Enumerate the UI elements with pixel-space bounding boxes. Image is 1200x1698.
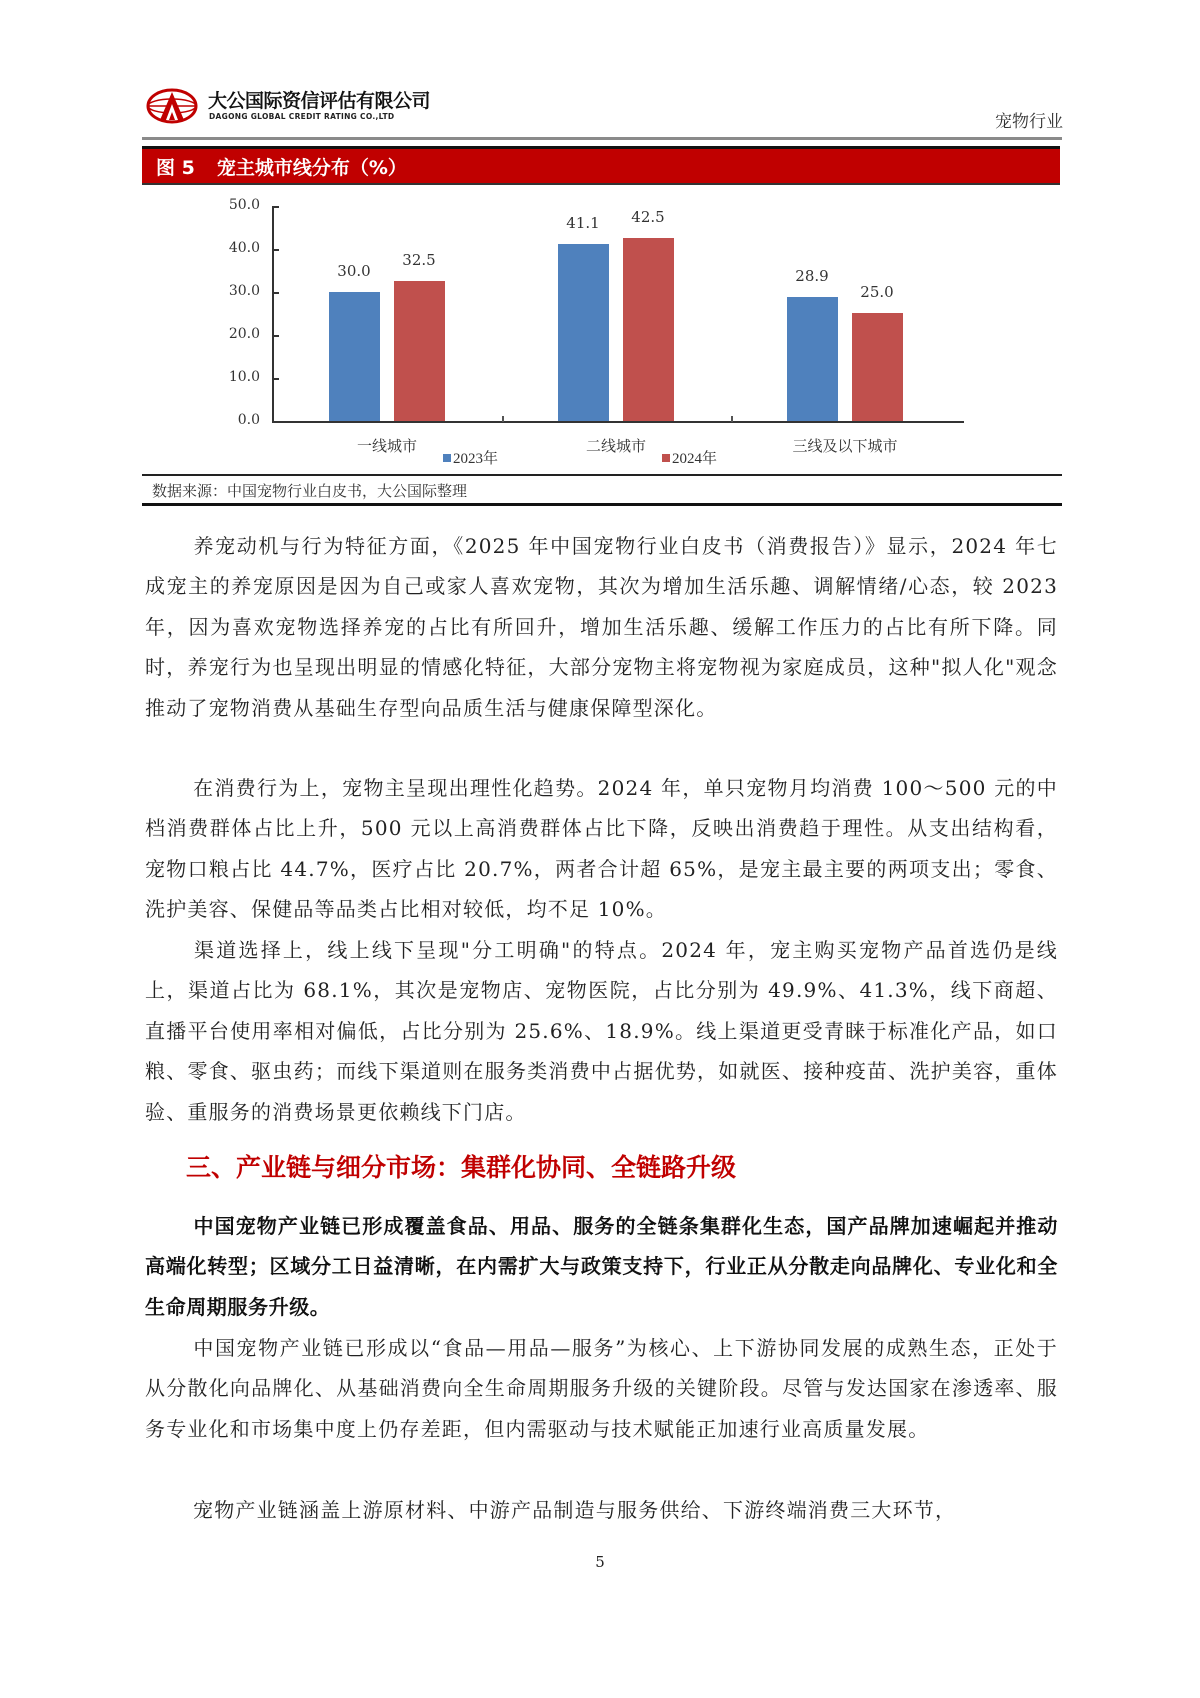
figure-caption: 宠主城市线分布（%） — [216, 157, 407, 179]
figure-title — [156, 153, 407, 180]
bar-2023-tier1 — [329, 292, 380, 421]
legend-item-2023: 2023年 — [443, 447, 498, 468]
page-number: 5 — [595, 1553, 605, 1571]
source-divider-top — [142, 474, 1062, 476]
figure-source: 数据来源：中国宠物行业白皮书，大公国际整理 — [152, 482, 468, 500]
bar-2024-tier1 — [394, 281, 445, 421]
data-label: 32.5 — [402, 251, 436, 269]
source-divider-bottom — [142, 503, 1062, 506]
y-tick — [272, 378, 279, 380]
company-logo-icon — [146, 88, 198, 124]
y-tick-label: 40.0 — [228, 240, 260, 256]
x-category-label: 二线城市 — [585, 437, 646, 455]
section-heading: 三、产业链与细分市场：集群化协同、全链路升级 — [186, 1153, 737, 1182]
header-section-label: 宠物行业 — [995, 112, 1063, 132]
y-tick-label: 10.0 — [228, 369, 260, 385]
y-axis — [272, 206, 274, 422]
x-category-label: 三线及以下城市 — [792, 437, 898, 455]
company-name-cn: 大公国际资信评估有限公司 — [208, 90, 431, 112]
x-tick — [502, 416, 504, 422]
body-paragraph: 宠物产业链涵盖上游原材料、中游产品制造与服务供给、下游终端消费三大环节， — [193, 1498, 957, 1522]
body-paragraph: 渠道选择上，线上线下呈现"分工明确"的特点。2024 年，宠主购买宠物产品首选仍是线上，渠道占比为 68.1%，其次是宠物店、宠物医院，占比分别为 49.9%、41.3%，线下商超、直播平台使用率相对偏低，占比分别为 25.6%、18.9%。线上渠道更受青睐于标准化产品，如口粮、零食、驱虫药；而线下渠道则在服务类消费中占据优势，如就医、接种疫苗、洗护美容，重体验、重服务的消费场景更依赖线下门店。 — [145, 938, 1058, 1124]
header-divider — [142, 137, 1062, 140]
body-paragraph: 在消费行为上，宠物主呈现出理性化趋势。2024 年，单只宠物月均消费 100～500 元的中档消费群体占比上升，500 元以上高消费群体占比下降，反映出消费趋于理性。从支出结构看，宠物口粮占比 44.7%，医疗占比 20.7%，两者合计超 65%，是宠主最主要的两项支出；零食、洗护美容、保健品等品类占比相对较低，均不足 10%。 — [145, 776, 1058, 922]
data-label: 41.1 — [566, 214, 600, 232]
data-label: 28.9 — [795, 267, 829, 285]
bar-2023-tier3 — [787, 297, 838, 421]
y-tick-label: 50.0 — [228, 197, 260, 213]
body-paragraph: 养宠动机与行为特征方面，《2025 年中国宠物行业白皮书（消费报告）》显示，2024 年七成宠主的养宠原因是因为自己或家人喜欢宠物，其次为增加生活乐趣、调解情绪/心态，较 2023 年，因为喜欢宠物选择养宠的占比有所回升，增加生活乐趣、缓解工作压力的占比有所下降。同时，养宠行为也呈现出明显的情感化特征，大部分宠物主将宠物视为家庭成员，这种"拟人化"观念推动了宠物消费从基础生存型向品质生活与健康保障型深化。 — [145, 534, 1058, 720]
y-tick-label: 30.0 — [228, 283, 260, 299]
summary-paragraph: 中国宠物产业链已形成覆盖食品、用品、服务的全链条集群化生态，国产品牌加速崛起并推动高端化转型；区域分工日益清晰，在内需扩大与政策支持下，行业正从分散走向品牌化、专业化和全生命周期服务升级。 — [145, 1214, 1058, 1319]
legend-swatch-icon — [662, 454, 670, 462]
data-label: 25.0 — [860, 283, 894, 301]
bar-2024-tier2 — [623, 238, 674, 421]
legend-item-2024: 2024年 — [662, 447, 717, 468]
data-label: 42.5 — [631, 208, 665, 226]
y-tick-label: 20.0 — [228, 326, 260, 342]
x-axis — [272, 421, 964, 423]
legend-swatch-icon — [443, 454, 451, 462]
figure-number: 图 5 — [156, 157, 195, 179]
bar-2024-tier3 — [852, 313, 903, 421]
y-tick — [272, 292, 279, 294]
y-tick — [272, 206, 279, 208]
body-paragraph: 中国宠物产业链已形成以“食品—用品—服务”为核心、上下游协同发展的成熟生态，正处于从分散化向品牌化、从基础消费向全生命周期服务升级的关键阶段。尽管与发达国家在渗透率、服务专业化和市场集中度上仍存差距，但内需驱动与技术赋能正加速行业高质量发展。 — [145, 1336, 1058, 1441]
y-tick — [272, 249, 279, 251]
x-tick — [731, 416, 733, 422]
x-category-label: 一线城市 — [356, 437, 417, 455]
company-name-en: DAGONG GLOBAL CREDIT RATING CO.,LTD — [209, 112, 395, 121]
y-tick — [272, 335, 279, 337]
data-label: 30.0 — [337, 262, 371, 280]
y-tick-label: 0.0 — [237, 412, 260, 428]
bar-2023-tier2 — [558, 244, 609, 421]
